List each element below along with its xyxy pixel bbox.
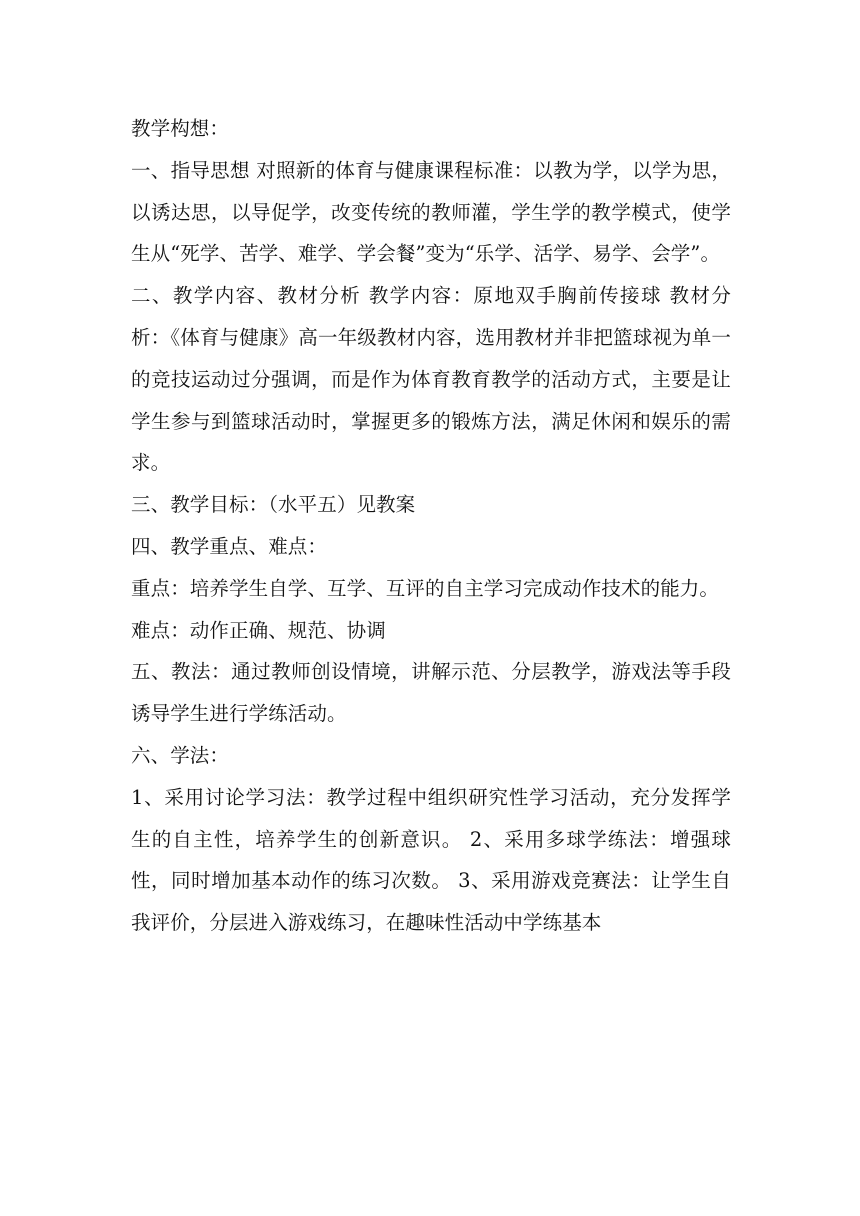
key-point: 重点：培养学生自学、互学、互评的自主学习完成动作技术的能力。 [131, 576, 720, 600]
document-body [131, 108, 731, 944]
section-learning-method: 六、学法： [131, 743, 230, 767]
section-teaching-method: 五、教法：通过教师创设情境，讲解示范、分层教学，游戏法等手段诱导学生进行学练活动。 [131, 660, 731, 726]
learning-method-details: 1、采用讨论学习法：教学过程中组织研究性学习活动，充分发挥学生的自主性，培养学生的创新意识。 2、采用多球学练法：增强球性，同时增加基本动作的练习次数。 3、采用游戏竞赛法：让学生自我评价，分层进入游戏练习，在趣味性活动中学练基本 [131, 785, 731, 935]
section-teaching-goal: 三、教学目标：（水平五）见教案 [131, 493, 416, 517]
heading-teaching-concept: 教学构想： [131, 117, 230, 140]
section-guiding-thought: 一、指导思想 对照新的体育与健康课程标准：以教为学，以学为思，以诱达思，以导促学，改变传统的教师灌，学生学的教学模式，使学生从“死学、苦学、难学、学会餐”变为“乐学、活学、易学、会学”。 [131, 158, 731, 266]
difficult-point: 难点：动作正确、规范、协调 [131, 618, 386, 642]
section-content-analysis: 二、教学内容、教材分析 教学内容：原地双手胸前传接球 教材分析：《体育与健康》高一年级教材内容，选用教材并非把篮球视为单一的竞技运动过分强调，而是作为体育教育教学的活动方式，主要是让学生参与到篮球活动时，掌握更多的锻炼方法，满足休闲和娱乐的需求。 [131, 284, 731, 475]
section-key-difficult-points: 四、教学重点、难点： [131, 534, 328, 558]
